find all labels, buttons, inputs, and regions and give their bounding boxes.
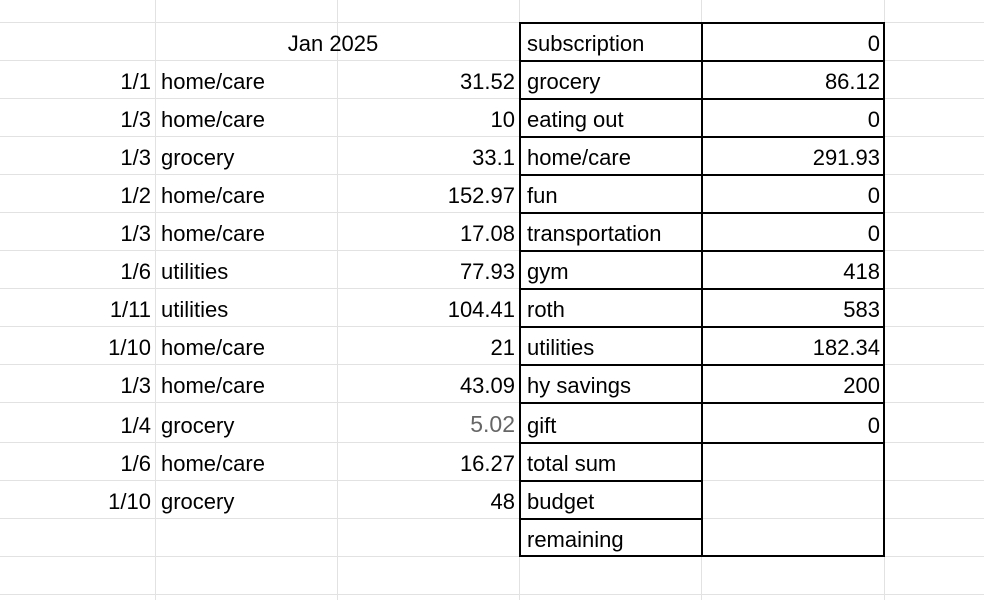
summary-value-cell[interactable]: 418 (843, 259, 880, 284)
summary-label-cell[interactable]: budget (527, 489, 595, 514)
table-border (519, 212, 885, 214)
category-cell[interactable]: home/care (161, 69, 265, 94)
category-cell[interactable]: home/care (161, 221, 265, 246)
category-cell[interactable]: home/care (161, 335, 265, 360)
amount-cell[interactable]: 16.27 (459, 451, 515, 476)
date-cell[interactable]: 1/2 (120, 183, 151, 208)
summary-value-cell[interactable]: 0 (867, 413, 880, 438)
table-border (519, 402, 885, 404)
table-border (519, 250, 885, 252)
gridline (0, 594, 984, 595)
table-border (519, 442, 885, 444)
amount-cell[interactable]: 31.52 (459, 69, 515, 94)
summary-label-cell[interactable]: utilities (527, 335, 595, 360)
amount-cell[interactable]: 33.1 (472, 145, 515, 170)
summary-value-cell[interactable] (703, 444, 884, 482)
category-cell[interactable]: utilities (161, 259, 229, 284)
table-border (519, 98, 885, 100)
amount-cell[interactable]: 5.02 (470, 411, 515, 437)
date-cell[interactable]: 1/11 (109, 297, 151, 322)
date-cell[interactable]: 1/3 (120, 107, 151, 132)
category-cell[interactable]: grocery (161, 413, 235, 438)
summary-value-cell[interactable]: 200 (843, 373, 880, 398)
summary-label-cell[interactable]: fun (527, 183, 558, 208)
summary-label-cell[interactable]: total sum (527, 451, 617, 476)
summary-label-cell[interactable]: eating out (527, 107, 624, 132)
date-cell[interactable]: 1/6 (120, 259, 151, 284)
table-border (519, 22, 885, 24)
category-cell[interactable]: home/care (161, 451, 265, 476)
date-cell[interactable]: 1/1 (120, 69, 151, 94)
table-border (519, 60, 885, 62)
amount-cell[interactable]: 104.41 (447, 297, 515, 322)
category-cell[interactable]: grocery (161, 145, 235, 170)
amount-cell[interactable]: 152.97 (447, 183, 515, 208)
amount-cell[interactable]: 43.09 (459, 373, 515, 398)
summary-label-cell[interactable]: remaining (527, 527, 624, 552)
table-border (519, 480, 703, 482)
summary-label-cell[interactable]: transportation (527, 221, 662, 246)
summary-label-cell[interactable]: gift (527, 413, 557, 438)
amount-cell[interactable]: 21 (490, 335, 515, 360)
date-cell[interactable]: 1/10 (108, 335, 151, 360)
date-cell[interactable]: 1/4 (120, 413, 151, 438)
summary-label-cell[interactable]: roth (527, 297, 565, 322)
summary-value-cell[interactable]: 0 (867, 183, 880, 208)
amount-cell[interactable]: 48 (490, 489, 515, 514)
month-header-cell[interactable]: Jan 2025 (287, 31, 379, 56)
amount-cell[interactable]: 10 (490, 107, 515, 132)
summary-label-cell[interactable]: gym (527, 259, 569, 284)
summary-value-cell[interactable]: 0 (867, 221, 880, 246)
category-cell[interactable]: home/care (161, 107, 265, 132)
category-cell[interactable]: home/care (161, 183, 265, 208)
table-border (519, 364, 885, 366)
summary-label-cell[interactable]: home/care (527, 145, 631, 170)
table-border (519, 326, 885, 328)
summary-value-cell[interactable] (703, 482, 884, 520)
table-border (519, 136, 885, 138)
summary-value-cell[interactable]: 291.93 (812, 145, 880, 170)
category-cell[interactable]: home/care (161, 373, 265, 398)
summary-value-cell[interactable]: 583 (843, 297, 880, 322)
summary-value-cell[interactable] (703, 520, 884, 558)
date-cell[interactable]: 1/3 (120, 221, 151, 246)
amount-cell[interactable]: 17.08 (459, 221, 515, 246)
table-border (519, 174, 885, 176)
category-cell[interactable]: grocery (161, 489, 235, 514)
date-cell[interactable]: 1/10 (108, 489, 151, 514)
date-cell[interactable]: 1/3 (120, 373, 151, 398)
amount-cell[interactable]: 77.93 (459, 259, 515, 284)
summary-value-cell[interactable]: 86.12 (824, 69, 880, 94)
category-cell[interactable]: utilities (161, 297, 229, 322)
date-cell[interactable]: 1/6 (120, 451, 151, 476)
date-cell[interactable]: 1/3 (120, 145, 151, 170)
summary-label-cell[interactable]: hy savings (527, 373, 631, 398)
summary-value-cell[interactable]: 182.34 (812, 335, 880, 360)
summary-label-cell[interactable]: subscription (527, 31, 645, 56)
table-border (519, 288, 885, 290)
summary-value-cell[interactable]: 0 (867, 107, 880, 132)
table-border (519, 555, 885, 557)
summary-value-cell[interactable]: 0 (867, 31, 880, 56)
table-border (519, 518, 703, 520)
summary-label-cell[interactable]: grocery (527, 69, 601, 94)
